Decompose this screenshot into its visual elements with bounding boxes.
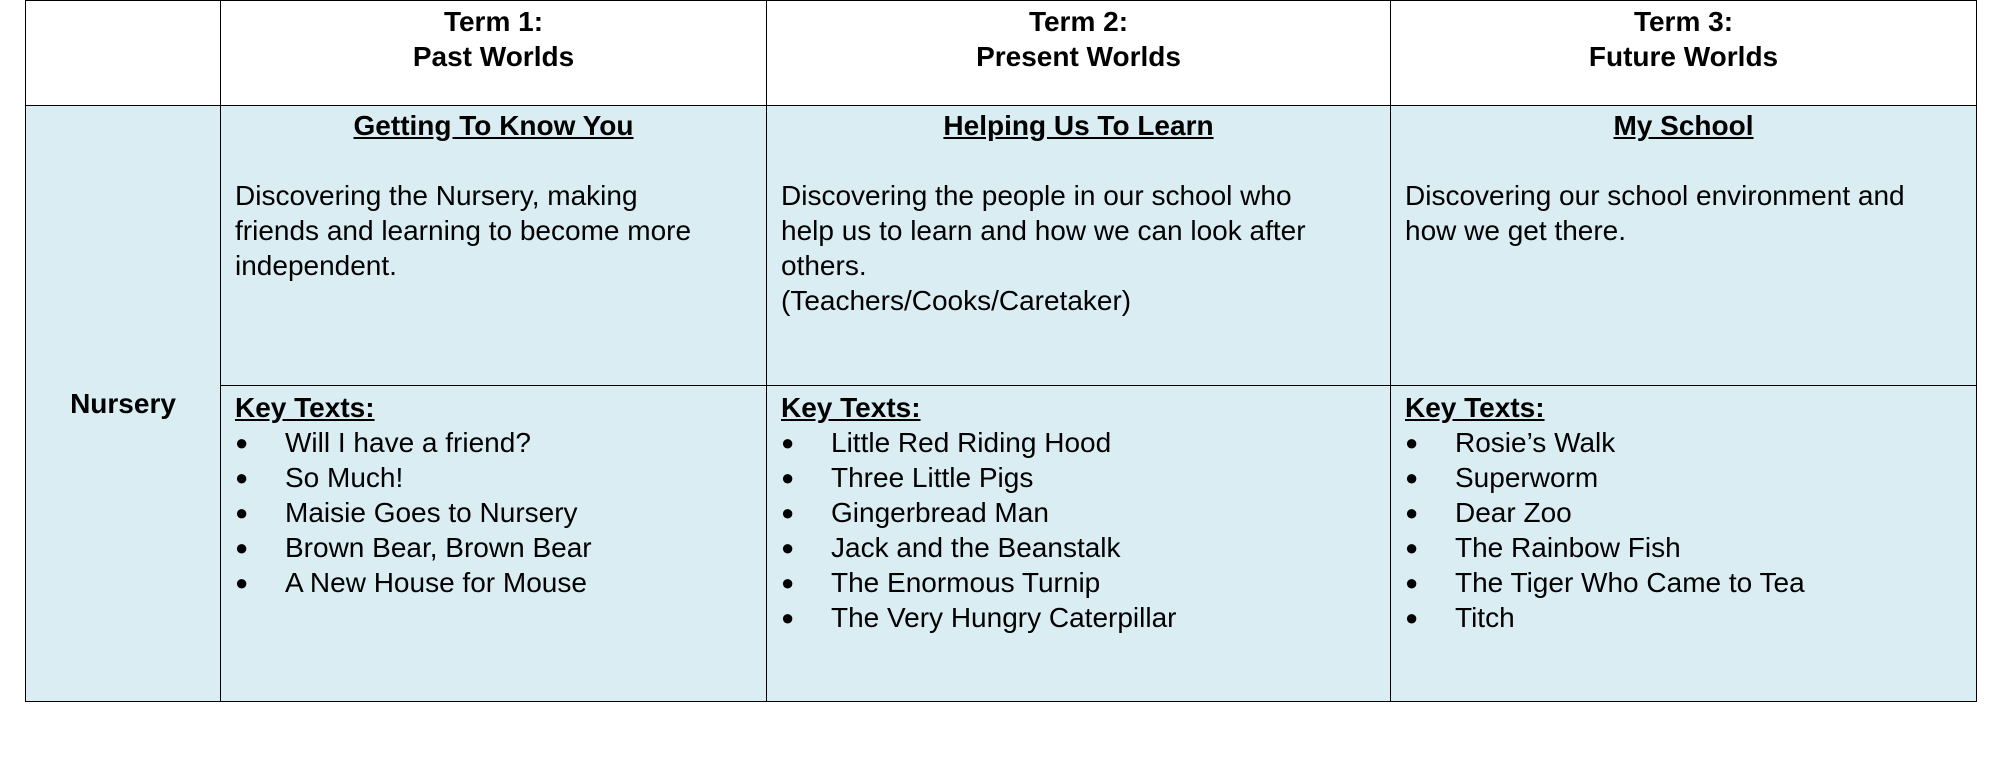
book-item bbox=[781, 460, 1376, 495]
book-title: Jack and the Beanstalk bbox=[831, 532, 1121, 563]
bullet-icon: ● bbox=[1405, 570, 1419, 595]
book-title: The Very Hungry Caterpillar bbox=[831, 602, 1177, 633]
desc-line: Discovering the Nursery, making bbox=[235, 180, 638, 211]
term-1-title: Past Worlds bbox=[412, 41, 575, 72]
bullet-icon: ● bbox=[1405, 605, 1419, 630]
book-title: The Rainbow Fish bbox=[1455, 532, 1681, 563]
bullet-icon: ● bbox=[1405, 500, 1419, 525]
book-item bbox=[1405, 565, 1962, 600]
desc-line: friends and learning to become more bbox=[235, 215, 692, 246]
book-item bbox=[235, 425, 752, 460]
bullet-icon: ● bbox=[235, 500, 249, 525]
book-item bbox=[781, 425, 1376, 460]
term-1-number: Term 1: bbox=[443, 6, 544, 37]
key-texts-cell-term-2 bbox=[767, 386, 1391, 702]
book-title: So Much! bbox=[285, 462, 404, 493]
key-texts-heading: Key Texts: bbox=[781, 392, 921, 423]
topic-title: Helping Us To Learn bbox=[943, 110, 1214, 141]
book-title: Three Little Pigs bbox=[831, 462, 1034, 493]
book-title: Titch bbox=[1455, 602, 1515, 633]
book-item bbox=[781, 565, 1376, 600]
bullet-icon: ● bbox=[1405, 465, 1419, 490]
key-texts-row bbox=[26, 386, 1977, 702]
book-list bbox=[1391, 425, 1976, 635]
book-item bbox=[235, 460, 752, 495]
book-item bbox=[1405, 460, 1962, 495]
key-texts-heading: Key Texts: bbox=[1405, 392, 1545, 423]
book-title: Rosie’s Walk bbox=[1455, 427, 1616, 458]
book-item bbox=[1405, 600, 1962, 635]
book-title: Brown Bear, Brown Bear bbox=[285, 532, 592, 563]
bullet-icon: ● bbox=[235, 430, 249, 455]
book-title: The Enormous Turnip bbox=[831, 567, 1101, 598]
topic-cell-term-2 bbox=[767, 106, 1391, 386]
bullet-icon: ● bbox=[235, 570, 249, 595]
book-item bbox=[235, 565, 752, 600]
term-2-number: Term 2: bbox=[1028, 6, 1129, 37]
topic-cell-term-3 bbox=[1391, 106, 1977, 386]
term-2-header bbox=[767, 1, 1391, 106]
term-3-title: Future Worlds bbox=[1588, 41, 1779, 72]
book-list bbox=[221, 425, 766, 600]
book-item bbox=[1405, 495, 1962, 530]
bullet-icon: ● bbox=[781, 465, 795, 490]
desc-line: Discovering our school environment and bbox=[1405, 180, 1905, 211]
book-item bbox=[1405, 425, 1962, 460]
book-list bbox=[767, 425, 1390, 635]
desc-line: independent. bbox=[235, 250, 397, 281]
book-title: Gingerbread Man bbox=[831, 497, 1049, 528]
book-item bbox=[781, 600, 1376, 635]
term-2-title: Present Worlds bbox=[976, 41, 1181, 72]
topic-description bbox=[221, 143, 766, 283]
book-item bbox=[781, 495, 1376, 530]
book-title: Will I have a friend? bbox=[285, 427, 531, 458]
key-texts-heading: Key Texts: bbox=[235, 392, 375, 423]
topic-title: Getting To Know You bbox=[353, 110, 634, 141]
book-item bbox=[1405, 530, 1962, 565]
bullet-icon: ● bbox=[781, 570, 795, 595]
book-title: Superworm bbox=[1455, 462, 1599, 493]
book-title: Maisie Goes to Nursery bbox=[285, 497, 578, 528]
desc-line: others. bbox=[781, 250, 867, 281]
bullet-icon: ● bbox=[235, 535, 249, 560]
bullet-icon: ● bbox=[1405, 535, 1419, 560]
desc-line: Discovering the people in our school who bbox=[781, 180, 1292, 211]
term-3-header bbox=[1391, 1, 1977, 106]
topic-row bbox=[26, 106, 1977, 386]
key-texts-cell-term-3 bbox=[1391, 386, 1977, 702]
desc-line: (Teachers/Cooks/Caretaker) bbox=[781, 285, 1132, 316]
bullet-icon: ● bbox=[781, 500, 795, 525]
book-title: Dear Zoo bbox=[1455, 497, 1572, 528]
topic-description bbox=[767, 143, 1390, 318]
key-texts-cell-term-1 bbox=[221, 386, 767, 702]
bullet-icon: ● bbox=[781, 605, 795, 630]
header-row bbox=[26, 1, 1977, 106]
bullet-icon: ● bbox=[235, 465, 249, 490]
term-1-header bbox=[221, 1, 767, 106]
book-title: Little Red Riding Hood bbox=[831, 427, 1112, 458]
book-title: A New House for Mouse bbox=[285, 567, 587, 598]
desc-line: help us to learn and how we can look after bbox=[781, 215, 1306, 246]
book-item bbox=[781, 530, 1376, 565]
book-title: The Tiger Who Came to Tea bbox=[1455, 567, 1805, 598]
book-item bbox=[235, 530, 752, 565]
row-label-nursery: Nursery bbox=[26, 106, 221, 702]
book-item bbox=[235, 495, 752, 530]
corner-cell bbox=[26, 1, 221, 106]
desc-line: how we get there. bbox=[1405, 215, 1627, 246]
bullet-icon: ● bbox=[781, 535, 795, 560]
topic-title: My School bbox=[1613, 110, 1754, 141]
topic-cell-term-1 bbox=[221, 106, 767, 386]
curriculum-table bbox=[25, 0, 1977, 702]
bullet-icon: ● bbox=[1405, 430, 1419, 455]
topic-description bbox=[1391, 143, 1976, 248]
bullet-icon: ● bbox=[781, 430, 795, 455]
term-3-number: Term 3: bbox=[1633, 6, 1734, 37]
